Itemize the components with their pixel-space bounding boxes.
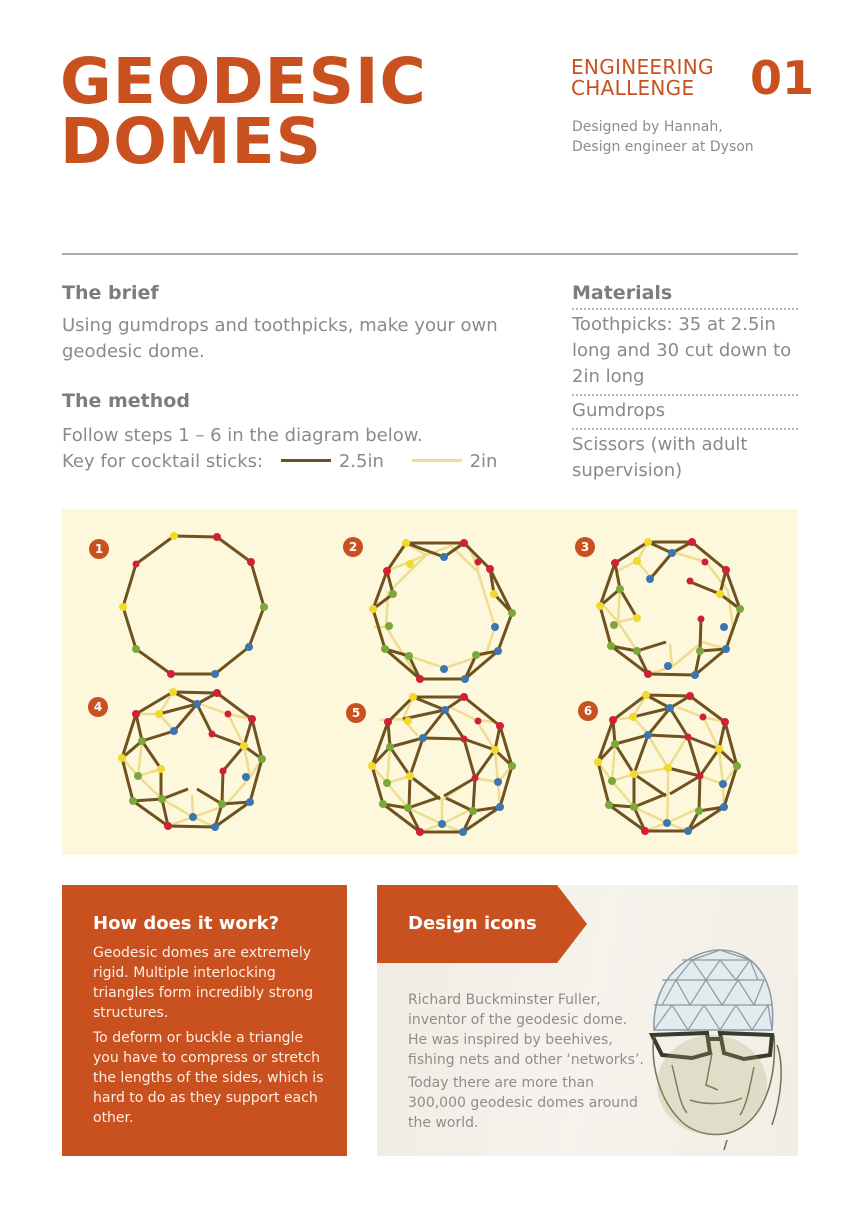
challenge-line-1: ENGINEERING [571, 55, 714, 79]
brief-heading: The brief [62, 282, 159, 304]
material-item: Gumdrops [572, 396, 798, 430]
step-5 [330, 684, 570, 854]
dome-step4-illustration [82, 684, 322, 854]
how-it-works-heading: How does it work? [93, 913, 280, 934]
key-short-label: 2in [469, 451, 498, 472]
dome-step5-illustration [330, 684, 570, 854]
how-it-works-box [62, 885, 347, 1156]
dome-step3-illustration [560, 529, 800, 699]
steps-diagram [62, 509, 798, 855]
material-item: Toothpicks: 35 at 2.5in long and 30 cut down to 2in long [572, 310, 798, 396]
dome-step2-illustration [330, 529, 570, 699]
step-badge: 6 [578, 701, 598, 721]
title-line-1: GEODESIC [60, 45, 427, 118]
step-badge: 2 [343, 537, 363, 557]
challenge-number: 01 [750, 51, 815, 105]
designer-credit [572, 117, 754, 157]
how-it-works-paragraph-1: Geodesic domes are extremely rigid. Multiple interlocking triangles form incredibly strong structures. [93, 945, 314, 1021]
stick-key [62, 449, 542, 475]
header-divider [62, 253, 798, 255]
step-badge: 1 [89, 539, 109, 559]
buckminster-fuller-portrait [632, 935, 792, 1150]
step-badge: 4 [88, 697, 108, 717]
step-1 [82, 529, 322, 699]
step-3 [560, 529, 800, 699]
designer-line-2: Design engineer at Dyson [572, 139, 754, 155]
design-icons-heading: Design icons [408, 913, 537, 934]
method-instruction: Follow steps 1 – 6 in the diagram below. [62, 425, 423, 446]
long-stick-swatch [281, 459, 331, 462]
materials-heading: Materials [572, 282, 798, 310]
step-badge: 3 [575, 537, 595, 557]
method-heading: The method [62, 390, 190, 412]
method-text [62, 423, 542, 475]
challenge-label [571, 57, 714, 99]
how-it-works-paragraph-2: To deform or buckle a triangle you have to compress or stretch the lengths of the sides, which is hard to do as they support each other. [93, 1030, 324, 1126]
short-stick-swatch [412, 459, 462, 462]
step-6 [560, 684, 800, 854]
materials-list [572, 282, 798, 488]
step-badge: 5 [346, 703, 366, 723]
challenge-line-2: CHALLENGE [571, 76, 695, 100]
key-label: Key for cocktail sticks: [62, 451, 264, 472]
design-icons-paragraph-1: Richard Buckminster Fuller, inventor of the geodesic dome. He was inspired by beehives, fishing nets and other ‘networks’. [408, 992, 644, 1068]
designer-line-1: Designed by Hannah, [572, 119, 723, 135]
step-4 [82, 684, 322, 854]
design-icons-box [377, 885, 798, 1156]
step-2 [330, 529, 570, 699]
dome-ring-illustration [82, 529, 322, 699]
brief-text: Using gumdrops and toothpicks, make your own geodesic dome. [62, 315, 498, 362]
title-line-2: DOMES [60, 105, 322, 178]
page-title [60, 45, 427, 178]
material-item: Scissors (with adult supervision) [572, 434, 748, 481]
design-icons-paragraph-2: Today there are more than 300,000 geodesic domes around the world. [408, 1075, 638, 1131]
key-long-label: 2.5in [338, 451, 384, 472]
